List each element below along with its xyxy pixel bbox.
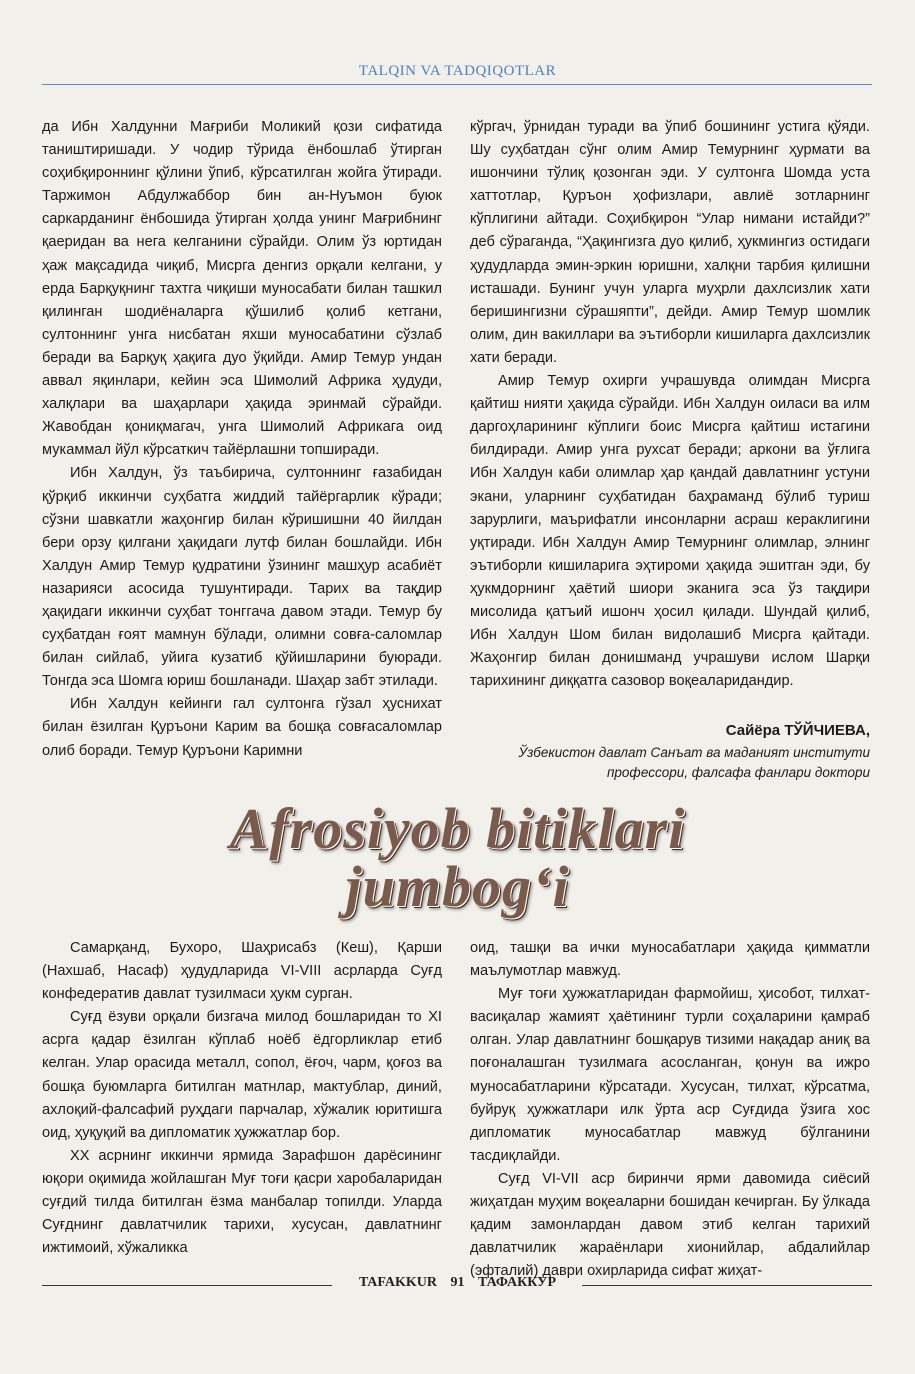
author-name: Сайёра ТЎЙЧИЕВА,	[725, 722, 870, 739]
page-number: 91	[450, 1275, 465, 1290]
section-header: TALQIN VA TADQIQOTLAR	[358, 63, 557, 79]
author-position-line: Ўзбекистон давлат Санъат ва маданият институти	[518, 745, 870, 760]
article-title-line-1: Afrosiyob bitiklari	[229, 796, 686, 861]
article1-column-left	[42, 116, 442, 759]
paragraph: Ибн Халдун кейинги гал султонга гўзал ҳуснихат билан ёзилган Қуръони Карим ва бошқа совғасаломлар олиб боради. Темур Қуръони Каримни	[42, 696, 442, 759]
paragraph: Суғд ёзуви орқали бизгача милод бошларидан то XI асрга қадар ёзилган кўплаб ноёб ёдгорликлар етиб келган. Улар орасида металл, сопол, ёғоч, чарм, қоғоз ва бошқа буюмларга битилган матнлар, мактублар, диний, ахлоқий-фалсафий руҳдаги парчалар, хўжалик юритишга оид, ҳуқуқий ва дипломатик ҳужжатлар бор.	[42, 1009, 442, 1141]
paragraph: кўргач, ўрнидан туради ва ўпиб бошининг устига қўяди. Шу суҳбатдан сўнг олим Амир Темурнинг ҳурмати ва ишончини тўлиқ қозонган эди. У султонга Шомда уста хаттотлар, Қуръон ҳофизлари, авлиё зотларнинг кўплигини айтади. Соҳибқирон “Улар нимани истайди?” деб сўраганда, “Ҳақингизга дуо қилиб, ҳукмингиз остидаги ҳудудларда эмин-эркин юришни, халқни тарбия қилишни исташади. Бунинг учун уларга муҳрли дахлсизлик хати беришингизни сўрашяпти”, дейди. Амир Темур шомлик олим, дин вакиллари ва эътиборли кишиларга дахлсизлик хати беради.	[470, 119, 870, 366]
article2-column-right	[470, 937, 870, 1280]
paragraph: Муғ тоғи ҳужжатларидан фармойиш, ҳисобот, тилхат-васиқалар жамият ҳаётининг турли соҳаларини қамраб олган. Улар давлатнинг бошқарув тизими нақадар аниқ ва поғоналашган тузилмага асосланган, қонун ва ижро муносабатларини кўрсатади. Хусусан, тилхат, кўрсатма, буйруқ ҳужжатлари илк ўрта аср Суғдида ўзига хос дипломатик муносабатлар мавжуд бўлганини тасдиқлайди.	[470, 986, 870, 1164]
paragraph: Самарқанд, Бухоро, Шаҳрисабз (Кеш), Қарши (Нахшаб, Насаф) ҳудудларида VI-VIII асрларда Суғд конфедератив давлат тузилмаси ҳукм сурган.	[42, 940, 442, 1003]
paragraph: XX асрнинг иккинчи ярмида Зарафшон дарёсининг юқори оқимида жойлашган Муғ тоғи қасри харобаларидан суғдий тилда битилган ёзма манбалар топилди. Уларда Суғднинг давлатчилик тарихи, хусусан, давлатнинг ижтимоий, хўжаликка	[42, 1147, 442, 1257]
footer-title-cyrillic: ТАФАККУР	[478, 1275, 557, 1290]
footer	[340, 1275, 575, 1291]
paragraph: оид, ташқи ва ички муносабатлари ҳақида қимматли маълумотлар мавжуд.	[470, 940, 870, 980]
paragraph: да Ибн Халдунни Мағриби Моликий қози сифатида таништиришади. У чодир тўрида ёнбошлаб ўтирган соҳибқироннинг қўлини ўпиб, кўрсатилган жойга ўтиради. Таржимон Абдулжаббор бин ан-Нуъмон буюк саркарданинг ёнбошида ўтирган ҳолда унинг Мағрибнинг қаеридан ва нега келганини сўрайди. Олим ўз юртидан ҳаж мақсадида чиқиб, Мисрга денгиз орқали келгани, у ерда Барқуқнинг тахтга чиқиши муносабати билан ташкил қилинган шодиёналарга қўшилиб қолиб кетгани, султоннинг унга нисбатан яхши муносабатини сўзлаб беради ва Барқуқ ҳақига дуо ўқийди. Амир Темур ундан аввал яқинлари, кейин эса Шимолий Африка ҳудуди, халқлари ва шаҳарлари ҳақида эринмай сўрайди. Жавобдан қониқмагач, унга Шимолий Африкага оид мукаммал йўл кўрсаткич тайёрлашни топширади.	[42, 119, 442, 459]
article-title-line-2: jumbog‘i	[345, 854, 570, 919]
header-divider	[42, 84, 872, 85]
footer-title-latin: TAFAKKUR	[358, 1275, 438, 1290]
author-position-line: профессори, фалсафа фанлари доктори	[606, 765, 870, 780]
paragraph: Суғд VI-VII аср биринчи ярми давомида сиёсий жиҳатдан муҳим воқеаларни бошидан кечирган. Бу ўлкада қадим замонлардан давом этиб келган тарихий давлатчилик жараёнлари хионийлар, абдалийлар (эфталий) даври охирларида сифат жиҳат-	[470, 1170, 870, 1280]
article2-column-left	[42, 937, 442, 1267]
article1-column-right	[470, 116, 870, 716]
paragraph: Ибн Халдун, ўз таъбирича, султоннинг ғазабидан қўрқиб иккинчи суҳбатга жиддий тайёргарлик кўради; сўзни шавкатли жаҳонгир билан кўришишни 40 йилдан бери орзу қилгани ҳақидаги лутф билан бошлайди. Ибн Халдун Амир Темур қудратини ўзининг машҳур асабиёт назарияси асосида тушунтиради. Тарих ва тақдир ҳақидаги иккинчи суҳбат тонггача давом этади. Темур бу суҳбатдан ғоят мамнун бўлади, олимни совға-саломлар билан сийлаб, уйига кузатиб қўйишларини буюради. Тонгда эса Шомга юриш бошланади. Шаҳар забт этилади.	[42, 465, 442, 690]
footer-divider-left	[42, 1285, 332, 1286]
author-position	[470, 743, 870, 783]
footer-divider-right	[582, 1285, 872, 1286]
paragraph: Амир Темур охирги учрашувда олимдан Мисрга қайтиш нияти ҳақида сўрайди. Ибн Халдун оиласи ва илм даргоҳларининг кўплиги боис Мисрга қайтиш истагини билдиради. Амир унга рухсат беради; аркони ва ўғлига Ибн Халдун каби олимлар ҳар қандай давлатнинг устуни экани, уларнинг суҳбатидан баҳраманд бўлиб туриш зарурлиги, маърифатли инсонларни асраш кераклигини уқтиради. Ибн Халдун Амир Темурнинг олимлар, элнинг эътиборли кишиларига эҳтироми ҳақида эшитган эди, бу ҳукмдорнинг ҳаётий шиори эканига эса ўз тақдири мисолида қатъий ишонч ҳосил қилади. Шундай қилиб, Ибн Халдун Шом билан видолашиб Мисрга қайтади. Жаҳонгир билан донишманд учрашуви ислом Шарқи тарихининг диққатга сазовор воқеаларидандир.	[470, 373, 870, 690]
